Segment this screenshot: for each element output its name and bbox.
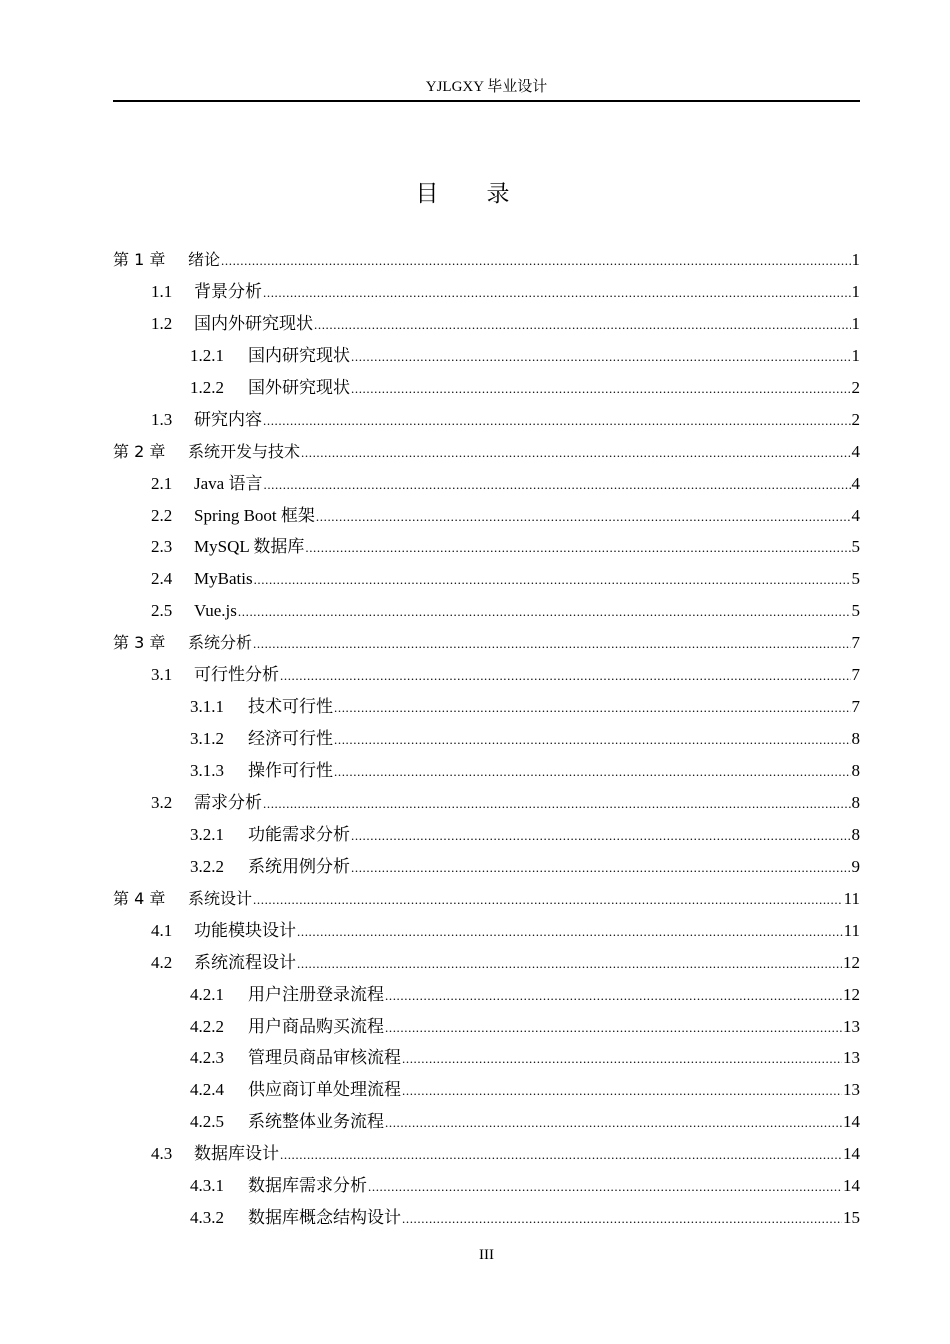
toc-entry-page: 7 xyxy=(851,633,860,653)
toc-entry[interactable] xyxy=(113,883,860,915)
toc-entry-number: 3.2 xyxy=(151,792,173,812)
toc-dot-leader xyxy=(263,405,851,437)
toc-entry-title: Vue.js xyxy=(194,601,237,621)
toc-entry[interactable] xyxy=(113,723,860,755)
toc-entry[interactable] xyxy=(113,1202,860,1234)
toc-entry-title: 系统流程设计 xyxy=(194,952,296,972)
toc-entry-title: 研究内容 xyxy=(194,409,262,429)
toc-dot-leader xyxy=(254,564,851,596)
toc-entry[interactable] xyxy=(113,1011,860,1043)
toc-entry-number: 3.1.1 xyxy=(190,697,224,717)
toc-dot-leader xyxy=(351,852,851,884)
toc-entry-title: 数据库设计 xyxy=(194,1144,279,1164)
toc-entry-title: 系统整体业务流程 xyxy=(248,1112,384,1132)
toc-entry-page: 11 xyxy=(843,920,860,940)
toc-dot-leader xyxy=(314,309,851,341)
toc-dot-leader xyxy=(402,1075,842,1107)
toc-entry-number: 3.1 xyxy=(151,665,173,685)
toc-entry-page: 12 xyxy=(843,952,860,972)
toc-entry-number: 3.1.3 xyxy=(190,761,224,780)
toc-entry-title: 系统开发与技术 xyxy=(188,441,301,461)
toc-dot-leader xyxy=(385,1012,842,1044)
toc-entry[interactable] xyxy=(113,659,860,691)
toc-entry[interactable] xyxy=(113,851,860,883)
toc-entry-title: 数据库概念结构设计 xyxy=(248,1208,401,1228)
toc-dot-leader xyxy=(368,1171,842,1203)
page-number: III xyxy=(479,1247,494,1263)
toc-dot-leader xyxy=(253,884,843,916)
toc-entry-title: Spring Boot 框架 xyxy=(194,505,315,525)
toc-entry-title: 需求分析 xyxy=(194,792,262,812)
toc-dot-leader xyxy=(280,660,851,692)
toc-entry[interactable] xyxy=(113,947,860,979)
toc-entry-number: 1.3 xyxy=(151,409,173,429)
toc-dot-leader xyxy=(402,1043,842,1075)
toc-entry-title: 系统分析 xyxy=(188,633,253,653)
toc-entry-page: 14 xyxy=(843,1176,860,1196)
toc-entry-page: 5 xyxy=(851,537,860,557)
toc-entry-page: 5 xyxy=(851,569,860,589)
toc-dot-leader xyxy=(334,692,851,724)
toc-entry-number: 4.2.2 xyxy=(190,1016,224,1036)
toc-dot-leader xyxy=(263,277,851,309)
toc-entry-number: 第 2 章 xyxy=(113,441,166,461)
toc-entry-title: 操作可行性 xyxy=(248,761,333,780)
toc-dot-leader xyxy=(351,820,851,852)
toc-entry-number: 3.2.1 xyxy=(190,824,224,844)
toc-entry-number: 2.5 xyxy=(151,601,173,621)
toc-entry-title: 经济可行性 xyxy=(248,729,333,749)
toc-dot-leader xyxy=(385,980,842,1012)
toc-entry[interactable] xyxy=(113,531,860,563)
toc-title: 目录 xyxy=(415,181,558,207)
toc-entry[interactable] xyxy=(113,340,860,372)
page-header: YJLGXY 毕业设计 xyxy=(425,79,548,95)
toc-entry[interactable] xyxy=(113,1170,860,1202)
header-rule xyxy=(113,100,860,102)
toc-entry-title: 系统用例分析 xyxy=(248,856,350,876)
toc-entry-page: 14 xyxy=(843,1144,860,1164)
toc-entry-page: 4 xyxy=(851,441,860,461)
toc-dot-leader xyxy=(238,596,851,628)
toc-dot-leader xyxy=(297,948,842,980)
toc-entry[interactable] xyxy=(113,819,860,851)
toc-dot-leader xyxy=(221,245,850,277)
toc-entry[interactable] xyxy=(113,563,860,595)
toc-entry-title: 国内研究现状 xyxy=(248,345,350,365)
toc-entry-number: 3.2.2 xyxy=(190,856,224,876)
toc-entry-title: 国内外研究现状 xyxy=(194,313,313,333)
toc-entry-page: 8 xyxy=(851,761,860,780)
toc-entry-number: 4.1 xyxy=(151,920,173,940)
toc-dot-leader xyxy=(334,724,851,756)
toc-entry[interactable] xyxy=(113,468,860,500)
toc-entry-page: 9 xyxy=(851,856,860,876)
toc-entry-number: 4.3.1 xyxy=(190,1176,224,1196)
toc-entry-number: 1.2.1 xyxy=(190,345,224,365)
toc-entry-number: 2.2 xyxy=(151,505,173,525)
toc-dot-leader xyxy=(301,437,850,469)
toc-entry-page: 11 xyxy=(843,888,860,908)
toc-dot-leader xyxy=(385,1107,842,1139)
toc-entry-page: 14 xyxy=(843,1112,860,1132)
toc-entry-title: 管理员商品审核流程 xyxy=(248,1048,401,1068)
toc-entry-page: 4 xyxy=(851,505,860,525)
toc-entry-page: 8 xyxy=(851,824,860,844)
toc-entry[interactable] xyxy=(113,755,860,787)
toc-entry[interactable] xyxy=(113,404,860,436)
toc-dot-leader xyxy=(351,373,851,405)
toc-entry-page: 8 xyxy=(851,792,860,812)
toc-entry[interactable] xyxy=(113,787,860,819)
toc-entry-number: 4.2.5 xyxy=(190,1112,224,1132)
toc-entry[interactable] xyxy=(113,1138,860,1170)
toc-entry-number: 4.3.2 xyxy=(190,1208,224,1228)
toc-entry-page: 1 xyxy=(851,250,860,269)
toc-dot-leader xyxy=(305,532,850,564)
toc-entry[interactable] xyxy=(113,244,860,276)
toc-entry-page: 5 xyxy=(851,601,860,621)
toc-entry-title: MyBatis xyxy=(194,569,253,589)
toc-entry-page: 13 xyxy=(843,1016,860,1036)
toc-entry-page: 1 xyxy=(851,281,860,301)
toc-entry-title: 功能模块设计 xyxy=(194,920,296,940)
toc-entry-title: 系统设计 xyxy=(188,888,253,908)
toc-dot-leader xyxy=(351,341,851,373)
toc-entry[interactable] xyxy=(113,500,860,532)
toc-entry-number: 1.1 xyxy=(151,281,173,301)
toc-dot-leader xyxy=(316,501,851,533)
toc-dot-leader xyxy=(263,788,851,820)
toc-entry-page: 1 xyxy=(851,345,860,365)
toc-entry-number: 第 4 章 xyxy=(113,888,166,908)
toc-entry[interactable] xyxy=(113,436,860,468)
toc-entry-title: 供应商订单处理流程 xyxy=(248,1080,401,1100)
toc-entry-number: 2.1 xyxy=(151,473,173,493)
toc-entry-title: 可行性分析 xyxy=(194,665,279,685)
toc-entry[interactable] xyxy=(113,595,860,627)
toc-dot-leader xyxy=(253,628,850,660)
toc-entry-number: 1.2.2 xyxy=(190,377,224,397)
toc-entry-title: 背景分析 xyxy=(194,281,262,301)
toc-entry-title: MySQL 数据库 xyxy=(194,537,305,557)
toc-entry[interactable] xyxy=(113,915,860,947)
toc-entry-title: Java 语言 xyxy=(194,473,263,493)
toc-entry[interactable] xyxy=(113,1106,860,1138)
toc-entry[interactable] xyxy=(113,276,860,308)
toc-entry-page: 4 xyxy=(851,473,860,493)
toc-entry-number: 第 1 章 xyxy=(113,250,166,269)
toc-entry[interactable] xyxy=(113,372,860,404)
toc-dot-leader xyxy=(402,1203,842,1235)
toc-dot-leader xyxy=(297,916,843,948)
toc-entry-number: 4.2.4 xyxy=(190,1080,224,1100)
toc-entry[interactable] xyxy=(113,691,860,723)
toc-entry-number: 4.3 xyxy=(151,1144,173,1164)
toc-entry-page: 12 xyxy=(843,984,860,1004)
toc-entry[interactable] xyxy=(113,627,860,659)
toc-entry-number: 第 3 章 xyxy=(113,633,166,653)
toc-entry-number: 2.3 xyxy=(151,537,173,557)
toc-entry-page: 8 xyxy=(851,729,860,749)
toc-entry-number: 4.2.1 xyxy=(190,984,224,1004)
toc-entry-page: 15 xyxy=(843,1208,860,1228)
toc-entry-number: 2.4 xyxy=(151,569,173,589)
toc-entry[interactable] xyxy=(113,308,860,340)
toc-entry-page: 2 xyxy=(851,377,860,397)
toc-dot-leader xyxy=(280,1139,842,1171)
toc-dot-leader xyxy=(263,469,850,501)
toc-entry-page: 2 xyxy=(851,409,860,429)
toc-entry-title: 技术可行性 xyxy=(248,697,333,717)
toc-entry-title: 数据库需求分析 xyxy=(248,1176,367,1196)
toc-entry-number: 4.2.3 xyxy=(190,1048,224,1068)
table-of-contents xyxy=(113,244,860,1234)
toc-dot-leader xyxy=(334,756,851,788)
toc-entry[interactable] xyxy=(113,1042,860,1074)
toc-entry-title: 用户商品购买流程 xyxy=(248,1016,384,1036)
toc-entry-page: 7 xyxy=(851,697,860,717)
toc-entry-page: 7 xyxy=(851,665,860,685)
toc-entry-page: 13 xyxy=(843,1080,860,1100)
toc-entry-number: 1.2 xyxy=(151,313,173,333)
toc-entry-page: 1 xyxy=(851,313,860,333)
toc-entry-number: 4.2 xyxy=(151,952,173,972)
toc-entry-title: 绪论 xyxy=(188,250,221,269)
toc-entry-page: 13 xyxy=(843,1048,860,1068)
toc-entry-title: 功能需求分析 xyxy=(248,824,350,844)
toc-entry[interactable] xyxy=(113,979,860,1011)
toc-entry[interactable] xyxy=(113,1074,860,1106)
toc-entry-title: 国外研究现状 xyxy=(248,377,350,397)
toc-entry-number: 3.1.2 xyxy=(190,729,224,749)
toc-entry-title: 用户注册登录流程 xyxy=(248,984,384,1004)
